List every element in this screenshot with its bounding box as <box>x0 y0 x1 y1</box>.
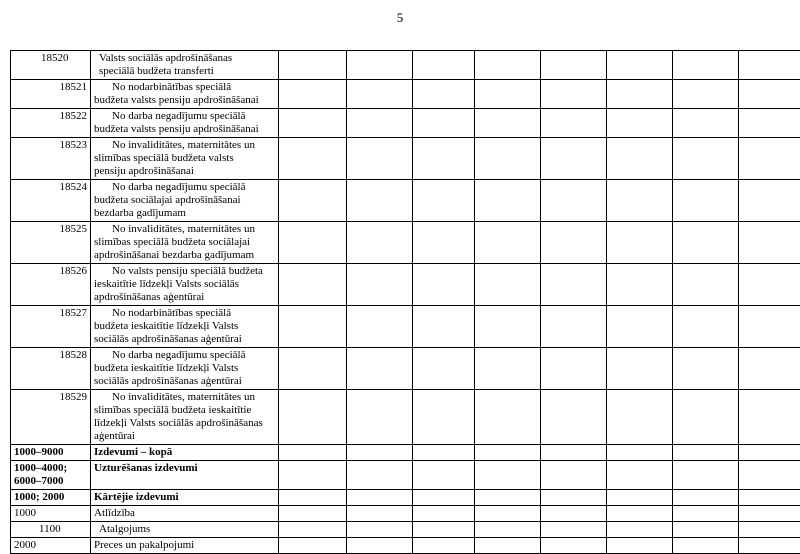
description-line: slimības speciālā budžeta sociālajai <box>94 236 250 248</box>
empty-cell <box>475 222 541 264</box>
empty-cell <box>475 445 541 461</box>
empty-cell <box>279 348 347 390</box>
description-line: No darba negadījumu speciālā <box>112 181 245 193</box>
empty-cell <box>347 538 413 554</box>
description-line: sociālās apdrošināšanas aģentūrai <box>94 375 242 387</box>
table-row <box>11 538 800 554</box>
empty-cell <box>413 80 475 109</box>
row-code: 18521 <box>11 80 91 109</box>
empty-cell <box>279 490 347 506</box>
empty-cell <box>347 490 413 506</box>
row-description <box>91 51 279 80</box>
row-code: 18526 <box>11 264 91 306</box>
row-code: 18524 <box>11 180 91 222</box>
empty-cell <box>607 109 673 138</box>
empty-cell <box>673 445 739 461</box>
empty-cell <box>475 180 541 222</box>
row-code: 18523 <box>11 138 91 180</box>
empty-cell <box>279 538 347 554</box>
empty-cell <box>475 264 541 306</box>
empty-cell <box>673 51 739 80</box>
description-line: Izdevumi – kopā <box>94 446 172 458</box>
row-code: 18528 <box>11 348 91 390</box>
empty-cell <box>475 348 541 390</box>
empty-cell <box>347 506 413 522</box>
empty-cell <box>347 51 413 80</box>
table-row <box>11 138 800 180</box>
empty-cell <box>475 306 541 348</box>
description-line: speciālā budžeta transferti <box>99 65 214 77</box>
row-code: 18525 <box>11 222 91 264</box>
description-line: No nodarbinātības speciālā <box>112 81 231 93</box>
empty-cell <box>739 222 800 264</box>
description-line: Kārtējie izdevumi <box>94 491 179 503</box>
description-line: budžeta valsts pensiju apdrošināšanai <box>94 94 259 106</box>
table-row <box>11 522 800 538</box>
row-code: 1000; 2000 <box>11 490 91 506</box>
empty-cell <box>673 348 739 390</box>
empty-cell <box>413 538 475 554</box>
empty-cell <box>279 506 347 522</box>
empty-cell <box>413 306 475 348</box>
description-line: budžeta sociālajai apdrošināšanai <box>94 194 241 206</box>
row-description <box>91 306 279 348</box>
empty-cell <box>739 80 800 109</box>
empty-cell <box>673 264 739 306</box>
empty-cell <box>279 51 347 80</box>
empty-cell <box>673 138 739 180</box>
empty-cell <box>739 461 800 490</box>
empty-cell <box>739 306 800 348</box>
empty-cell <box>607 80 673 109</box>
empty-cell <box>541 222 607 264</box>
empty-cell <box>739 490 800 506</box>
description-line: No darba negadījumu speciālā <box>112 110 245 122</box>
empty-cell <box>475 522 541 538</box>
empty-cell <box>279 461 347 490</box>
empty-cell <box>413 445 475 461</box>
empty-cell <box>673 390 739 445</box>
row-description <box>91 461 279 490</box>
description-line: pensiju apdrošināšanai <box>94 165 194 177</box>
empty-cell <box>541 51 607 80</box>
description-line: sociālās apdrošināšanas aģentūrai <box>94 333 242 345</box>
empty-cell <box>279 180 347 222</box>
empty-cell <box>607 490 673 506</box>
description-line: Atalgojums <box>99 523 150 535</box>
empty-cell <box>739 522 800 538</box>
empty-cell <box>541 490 607 506</box>
empty-cell <box>673 180 739 222</box>
empty-cell <box>607 445 673 461</box>
table-row <box>11 348 800 390</box>
empty-cell <box>541 522 607 538</box>
description-line: budžeta ieskaitītie līdzekļi Valsts <box>94 320 238 332</box>
empty-cell <box>347 461 413 490</box>
row-description <box>91 538 279 554</box>
empty-cell <box>413 222 475 264</box>
empty-cell <box>673 306 739 348</box>
empty-cell <box>541 538 607 554</box>
empty-cell <box>541 348 607 390</box>
empty-cell <box>541 264 607 306</box>
empty-cell <box>541 80 607 109</box>
empty-cell <box>347 222 413 264</box>
description-line: Preces un pakalpojumi <box>94 539 194 551</box>
empty-cell <box>279 390 347 445</box>
empty-cell <box>347 348 413 390</box>
row-description <box>91 180 279 222</box>
empty-cell <box>475 506 541 522</box>
empty-cell <box>347 390 413 445</box>
empty-cell <box>607 506 673 522</box>
empty-cell <box>413 51 475 80</box>
row-description <box>91 109 279 138</box>
table-row <box>11 180 800 222</box>
table-row <box>11 80 800 109</box>
empty-cell <box>607 51 673 80</box>
row-description <box>91 222 279 264</box>
empty-cell <box>541 138 607 180</box>
empty-cell <box>475 80 541 109</box>
empty-cell <box>279 80 347 109</box>
row-description <box>91 348 279 390</box>
description-line: aģentūrai <box>94 430 135 442</box>
empty-cell <box>673 109 739 138</box>
empty-cell <box>475 109 541 138</box>
empty-cell <box>607 348 673 390</box>
table-row <box>11 461 800 490</box>
empty-cell <box>347 180 413 222</box>
empty-cell <box>347 522 413 538</box>
budget-table <box>10 50 800 554</box>
empty-cell <box>607 461 673 490</box>
row-code: 1000–9000 <box>11 445 91 461</box>
empty-cell <box>607 538 673 554</box>
empty-cell <box>673 461 739 490</box>
description-line: Uzturēšanas izdevumi <box>94 462 198 474</box>
empty-cell <box>413 390 475 445</box>
empty-cell <box>541 461 607 490</box>
empty-cell <box>413 348 475 390</box>
row-code: 18527 <box>11 306 91 348</box>
empty-cell <box>347 138 413 180</box>
row-code: 18522 <box>11 109 91 138</box>
empty-cell <box>739 264 800 306</box>
empty-cell <box>673 80 739 109</box>
empty-cell <box>739 51 800 80</box>
empty-cell <box>739 348 800 390</box>
empty-cell <box>475 490 541 506</box>
empty-cell <box>475 138 541 180</box>
table-row <box>11 109 800 138</box>
empty-cell <box>673 222 739 264</box>
empty-cell <box>279 222 347 264</box>
table-row <box>11 264 800 306</box>
empty-cell <box>413 522 475 538</box>
empty-cell <box>739 180 800 222</box>
empty-cell <box>413 461 475 490</box>
empty-cell <box>279 138 347 180</box>
table-row <box>11 222 800 264</box>
empty-cell <box>673 490 739 506</box>
empty-cell <box>673 538 739 554</box>
empty-cell <box>347 264 413 306</box>
row-code: 18520 <box>11 51 91 80</box>
table-row <box>11 390 800 445</box>
empty-cell <box>739 506 800 522</box>
empty-cell <box>607 180 673 222</box>
row-description <box>91 490 279 506</box>
row-code: 2000 <box>11 538 91 554</box>
row-code: 1000–4000; 6000–7000 <box>11 461 91 490</box>
description-line: Atlīdzība <box>94 507 135 519</box>
empty-cell <box>739 445 800 461</box>
description-line: ieskaitītie līdzekļi Valsts sociālās <box>94 278 239 290</box>
table-row <box>11 445 800 461</box>
empty-cell <box>739 538 800 554</box>
table-row <box>11 51 800 80</box>
empty-cell <box>279 264 347 306</box>
description-line: No darba negadījumu speciālā <box>112 349 245 361</box>
empty-cell <box>413 109 475 138</box>
empty-cell <box>413 138 475 180</box>
empty-cell <box>673 522 739 538</box>
description-line: No invaliditātes, maternitātes un <box>112 391 255 403</box>
empty-cell <box>541 306 607 348</box>
empty-cell <box>413 264 475 306</box>
row-description <box>91 390 279 445</box>
empty-cell <box>413 180 475 222</box>
empty-cell <box>541 390 607 445</box>
empty-cell <box>607 522 673 538</box>
description-line: budžeta ieskaitītie līdzekļi Valsts <box>94 362 238 374</box>
description-line: No nodarbinātības speciālā <box>112 307 231 319</box>
empty-cell <box>475 390 541 445</box>
empty-cell <box>475 538 541 554</box>
description-line: bezdarba gadījumam <box>94 207 186 219</box>
empty-cell <box>279 445 347 461</box>
empty-cell <box>541 109 607 138</box>
row-description <box>91 506 279 522</box>
empty-cell <box>607 222 673 264</box>
empty-cell <box>413 506 475 522</box>
description-line: Valsts sociālās apdrošināšanas <box>99 52 232 64</box>
row-description <box>91 264 279 306</box>
description-line: budžeta valsts pensiju apdrošināšanai <box>94 123 259 135</box>
row-code: 1100 <box>11 522 91 538</box>
table-row <box>11 306 800 348</box>
empty-cell <box>279 306 347 348</box>
description-line: No invaliditātes, maternitātes un <box>112 223 255 235</box>
empty-cell <box>279 109 347 138</box>
empty-cell <box>347 109 413 138</box>
empty-cell <box>739 109 800 138</box>
empty-cell <box>739 138 800 180</box>
empty-cell <box>607 390 673 445</box>
page-number: 5 <box>0 10 800 26</box>
description-line: apdrošināšanai bezdarba gadījumam <box>94 249 254 261</box>
table-body <box>11 51 800 554</box>
empty-cell <box>279 522 347 538</box>
empty-cell <box>347 80 413 109</box>
row-description <box>91 522 279 538</box>
description-line: No valsts pensiju speciālā budžeta <box>112 265 263 277</box>
empty-cell <box>673 506 739 522</box>
description-line: apdrošināšanas aģentūrai <box>94 291 204 303</box>
empty-cell <box>541 180 607 222</box>
row-description <box>91 138 279 180</box>
description-line: līdzekļi Valsts sociālās apdrošināšanas <box>94 417 263 429</box>
empty-cell <box>541 506 607 522</box>
table-row <box>11 506 800 522</box>
empty-cell <box>739 390 800 445</box>
description-line: slimības speciālā budžeta valsts <box>94 152 234 164</box>
empty-cell <box>475 461 541 490</box>
description-line: No invaliditātes, maternitātes un <box>112 139 255 151</box>
row-description <box>91 445 279 461</box>
table-row <box>11 490 800 506</box>
empty-cell <box>541 445 607 461</box>
row-code: 1000 <box>11 506 91 522</box>
empty-cell <box>607 264 673 306</box>
description-line: slimības speciālā budžeta ieskaitītie <box>94 404 251 416</box>
empty-cell <box>413 490 475 506</box>
empty-cell <box>475 51 541 80</box>
row-description <box>91 80 279 109</box>
empty-cell <box>347 445 413 461</box>
empty-cell <box>607 138 673 180</box>
empty-cell <box>347 306 413 348</box>
empty-cell <box>607 306 673 348</box>
row-code: 18529 <box>11 390 91 445</box>
